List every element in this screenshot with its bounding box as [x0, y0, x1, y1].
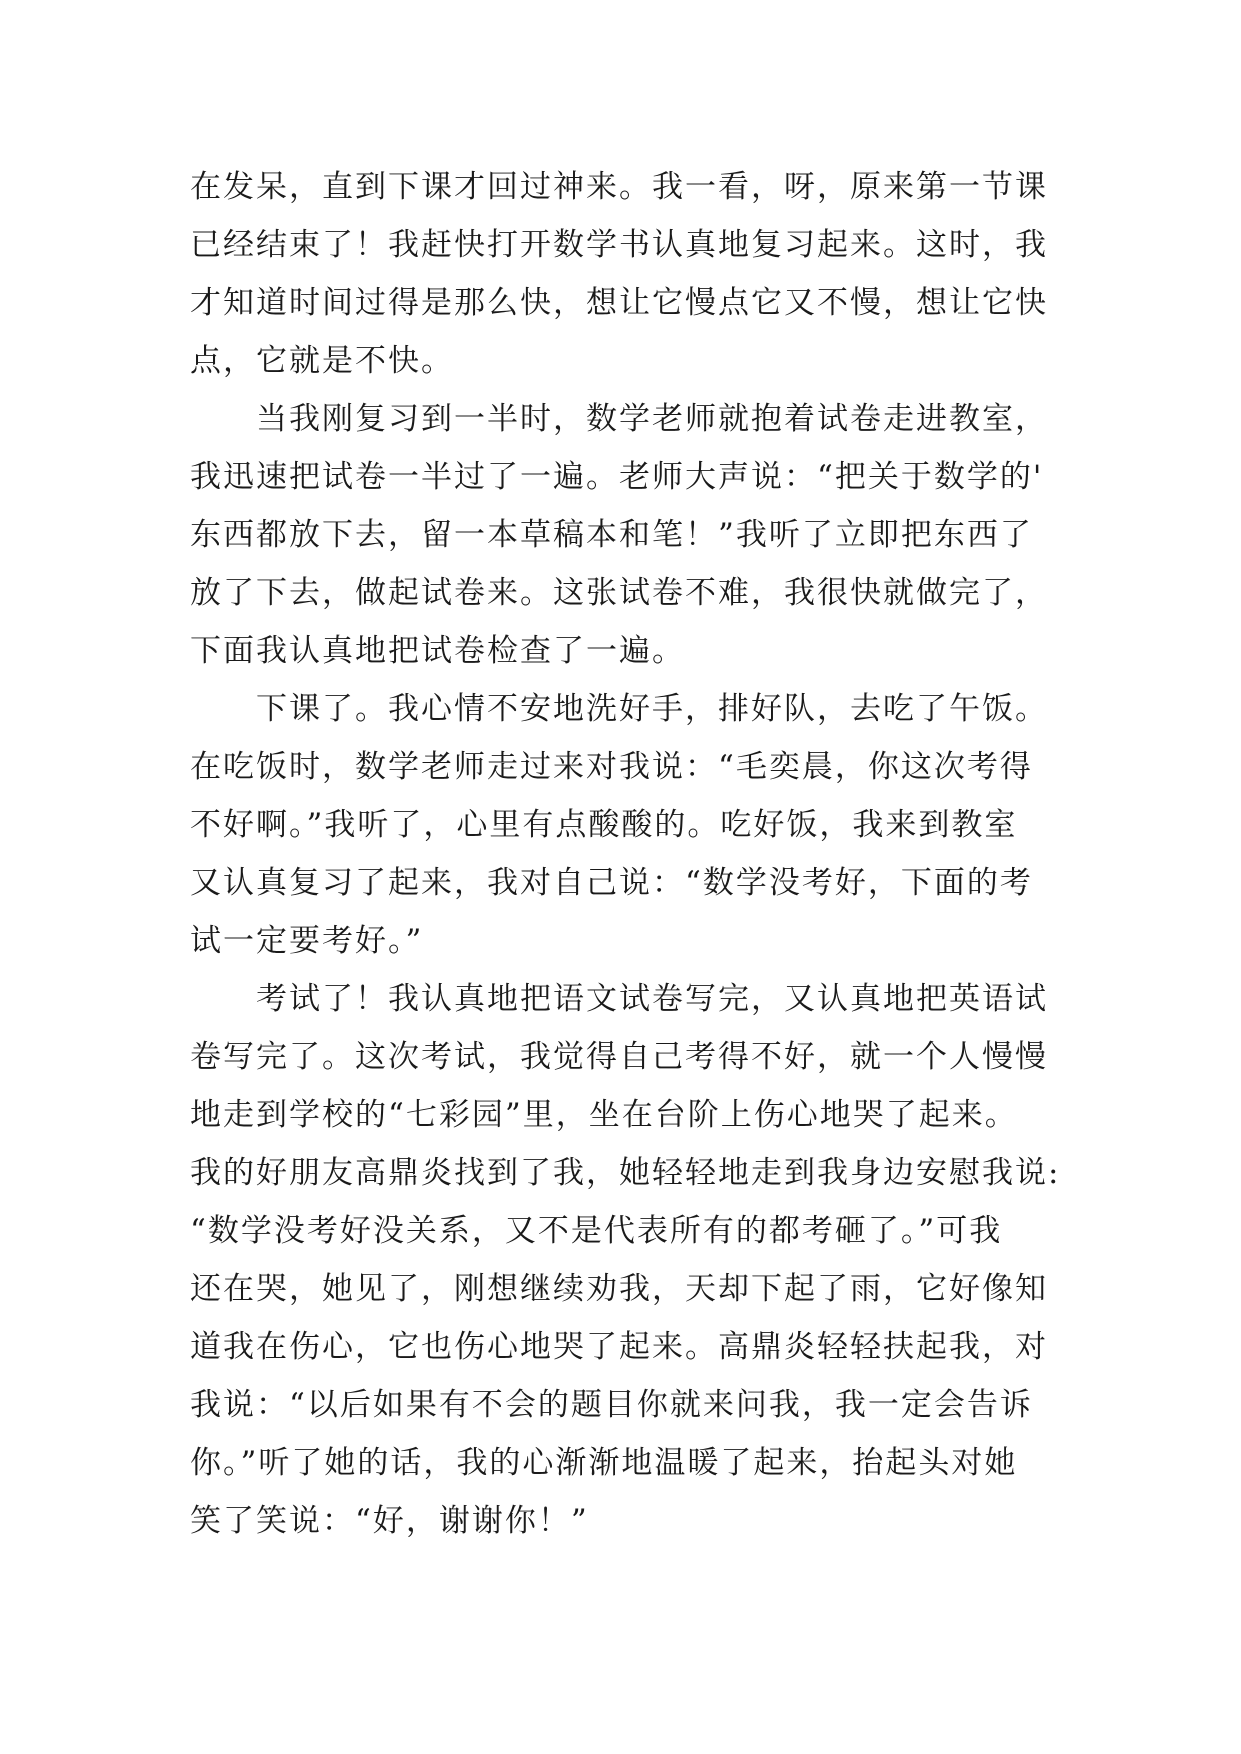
text-line: 试一定要考好。” — [190, 923, 424, 959]
text-line: 在吃饭时，数学老师走过来对我说：“毛奕晨，你这次考得 — [190, 749, 1033, 785]
text-line: 在发呆，直到下课才回过神来。我一看，呀，原来第一节课 — [190, 169, 1048, 205]
text-line: 当我刚复习到一半时，数学老师就抱着试卷走进教室， — [190, 401, 1048, 437]
text-line: 点，它就是不快。 — [190, 343, 454, 379]
text-line: 考试了！我认真地把语文试卷写完，又认真地把英语试 — [190, 981, 1048, 1017]
text-line: 卷写完了。这次考试，我觉得自己考得不好，就一个人慢慢 — [190, 1039, 1048, 1075]
text-line: 放了下去，做起试卷来。这张试卷不难，我很快就做完了， — [190, 575, 1048, 611]
text-line: 还在哭，她见了，刚想继续劝我，天却下起了雨，它好像知 — [190, 1271, 1048, 1307]
text-line: “数学没考好没关系，又不是代表所有的都考砸了。”可我 — [190, 1213, 1003, 1249]
text-line: 你。”听了她的话，我的心渐渐地温暖了起来，抬起头对她 — [190, 1445, 1018, 1481]
text-line: 不好啊。”我听了，心里有点酸酸的。吃好饭，我来到教室 — [190, 807, 1018, 843]
text-line: 道我在伤心，它也伤心地哭了起来。高鼎炎轻轻扶起我，对 — [190, 1329, 1048, 1365]
text-line: 我迅速把试卷一半过了一遍。老师大声说：“把关于数学的' — [190, 459, 1044, 495]
text-line: 下面我认真地把试卷检查了一遍。 — [190, 633, 685, 669]
text-line: 我说：“以后如果有不会的题目你就来问我，我一定会告诉 — [190, 1387, 1033, 1423]
text-line: 已经结束了！我赶快打开数学书认真地复习起来。这时，我 — [190, 227, 1048, 263]
text-line: 地走到学校的“七彩园”里，坐在台阶上伤心地哭了起来。 — [190, 1097, 1018, 1133]
text-line: 下课了。我心情不安地洗好手，排好队，去吃了午饭。 — [190, 691, 1048, 727]
essay-text — [190, 158, 1070, 1550]
text-line: 笑了笑说：“好，谢谢你！” — [190, 1503, 589, 1539]
text-line: 我的好朋友高鼎炎找到了我，她轻轻地走到我身边安慰我说: — [190, 1155, 1061, 1191]
text-line: 又认真复习了起来，我对自己说：“数学没考好，下面的考 — [190, 865, 1033, 901]
text-line: 东西都放下去，留一本草稿本和笔！”我听了立即把东西了 — [190, 517, 1033, 553]
text-line: 才知道时间过得是那么快，想让它慢点它又不慢，想让它快 — [190, 285, 1048, 321]
